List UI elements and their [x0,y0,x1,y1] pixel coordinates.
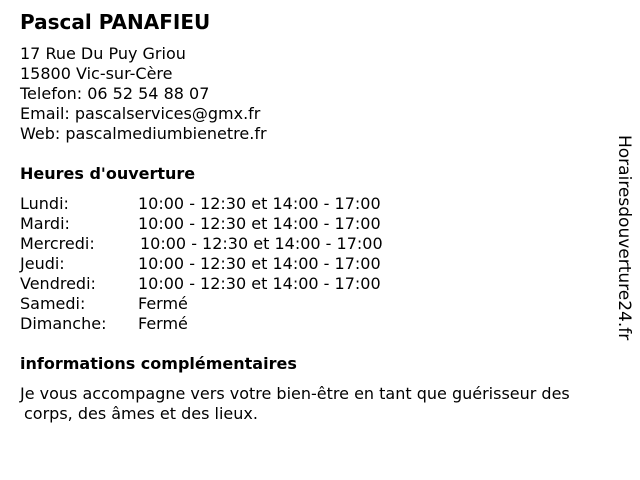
info-line: corps, des âmes et des lieux. [24,404,258,423]
street-address: 17 Rue Du Puy Griou [20,44,186,63]
hours-row-monday [20,194,460,214]
time-range: 10:00 - 12:30 et 14:00 - 17:00 [138,214,381,233]
day-label: Mercredi: [20,234,95,253]
day-label: Samedi: [20,294,86,313]
opening-hours-heading: Heures d'ouverture [20,164,196,183]
info-line: Je vous accompagne vers votre bien-être en tant que guérisseur des [20,384,570,403]
hours-row-wednesday [20,234,460,254]
website: Web: pascalmediumbienetre.fr [20,124,267,143]
business-name: Pascal PANAFIEU [20,10,211,34]
time-range: 10:00 - 12:30 et 14:00 - 17:00 [138,254,381,273]
time-range: 10:00 - 12:30 et 14:00 - 17:00 [138,194,381,213]
day-label: Mardi: [20,214,70,233]
day-label: Lundi: [20,194,69,213]
time-range: 10:00 - 12:30 et 14:00 - 17:00 [138,274,381,293]
time-range: 10:00 - 12:30 et 14:00 - 17:00 [140,234,383,253]
email-address: Email: pascalservices@gmx.fr [20,104,261,123]
phone-number: Telefon: 06 52 54 88 07 [20,84,210,103]
day-label: Vendredi: [20,274,96,293]
day-label: Dimanche: [20,314,107,333]
opening-hours-table [20,194,460,334]
hours-row-tuesday [20,214,460,234]
time-range: Fermé [138,294,188,313]
time-range: Fermé [138,314,188,333]
hours-row-friday [20,274,460,294]
additional-info-text [20,384,630,424]
hours-row-saturday [20,294,460,314]
additional-info-heading: informations complémentaires [20,354,297,373]
day-label: Jeudi: [20,254,65,273]
contact-block [20,44,267,144]
site-watermark: Horairesdouverture24.fr [614,135,634,341]
hours-row-thursday [20,254,460,274]
city-postcode: 15800 Vic-sur-Cère [20,64,173,83]
hours-row-sunday [20,314,460,334]
